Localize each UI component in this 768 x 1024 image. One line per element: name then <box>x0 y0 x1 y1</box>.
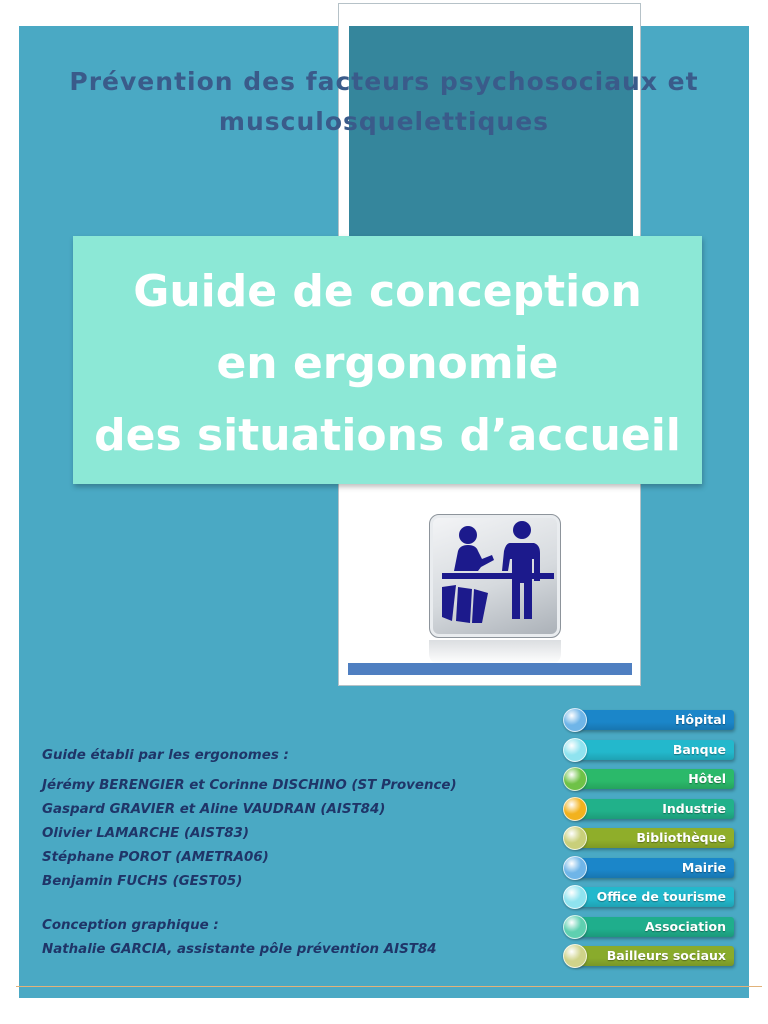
author-line: Stéphane POROT (AMETRA06) <box>42 850 269 865</box>
sector-label: Banque <box>672 741 726 757</box>
sector-bar <box>574 858 734 878</box>
sector-bar <box>574 710 734 730</box>
author-line: Gaspard GRAVIER et Aline VAUDRAN (AIST84) <box>42 802 386 817</box>
sector-label: Hôpital <box>675 712 726 727</box>
sector-label: Office de tourisme <box>596 889 726 904</box>
design-author: Nathalie GARCIA, assistante pôle prévention AIST84 <box>42 942 437 957</box>
subtitle-line-1: Prévention des facteurs psychosociaux et <box>69 67 699 96</box>
sector-label: Hôtel <box>688 771 726 786</box>
sector-ball-icon <box>563 708 587 732</box>
sector-bibliotheque <box>563 826 735 850</box>
sector-industrie <box>563 797 735 821</box>
sector-banque <box>563 738 735 762</box>
credits-heading: Guide établi par les ergonomes : <box>42 748 289 763</box>
sector-label: Bailleurs sociaux <box>606 948 726 963</box>
author-line: Jérémy BERENGIER et Corinne DISCHINO (ST Provence) <box>42 778 457 793</box>
sector-ball-icon <box>563 885 587 909</box>
icon-reflection <box>429 640 561 664</box>
sector-bar <box>574 799 734 819</box>
subtitle-line-2: musculosquelettiques <box>218 107 550 136</box>
frame-accent-bar <box>348 663 632 675</box>
sector-bar <box>574 887 734 907</box>
sector-hopital <box>563 708 735 732</box>
sector-label: Mairie <box>681 859 726 875</box>
sector-ball-icon <box>563 826 587 850</box>
reception-desk-icon <box>429 514 561 638</box>
sector-label: Association <box>644 918 726 934</box>
footer-rule <box>16 986 762 987</box>
sector-ball-icon <box>563 856 587 880</box>
sector-mairie <box>563 856 735 880</box>
sector-bar <box>574 946 734 966</box>
sector-label: Bibliothèque <box>636 830 726 845</box>
sector-bar <box>574 769 734 789</box>
guide-title: Guide de conception en ergonomie des situations d’accueil <box>94 266 681 461</box>
sector-ball-icon <box>563 915 587 939</box>
author-line: Benjamin FUCHS (GEST05) <box>42 874 243 889</box>
author-line: Olivier LAMARCHE (AIST83) <box>42 826 249 841</box>
cover-subtitle <box>30 62 738 142</box>
sector-ball-icon <box>563 944 587 968</box>
sector-bar <box>574 917 734 937</box>
sector-hotel <box>563 767 735 791</box>
sector-ball-icon <box>563 767 587 791</box>
sector-ball-icon <box>563 738 587 762</box>
title-box <box>73 236 702 484</box>
sector-ball-icon <box>563 797 587 821</box>
sector-office-de-tourisme <box>563 885 735 909</box>
sector-bar <box>574 828 734 848</box>
sector-bailleurs-sociaux <box>563 944 735 968</box>
sector-label: Industrie <box>662 800 726 816</box>
design-heading: Conception graphique : <box>42 918 219 933</box>
sector-association <box>563 915 735 939</box>
sector-bar <box>574 740 734 760</box>
